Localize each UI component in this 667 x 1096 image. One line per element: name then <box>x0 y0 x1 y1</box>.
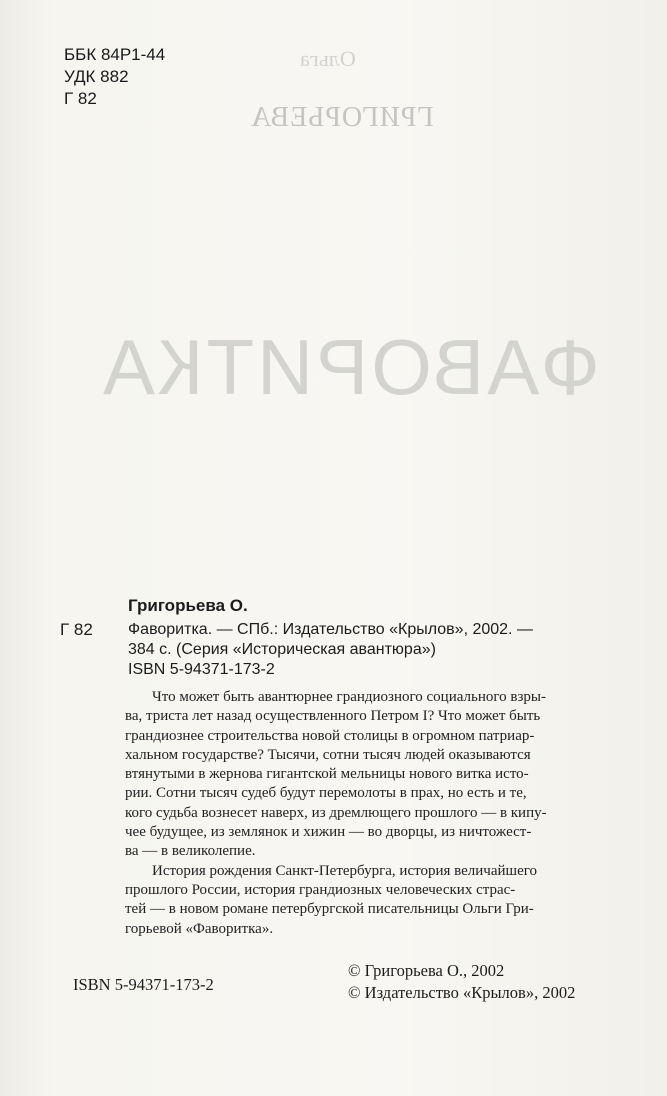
annotation-line: горьевой «Фаворитка». <box>125 920 274 937</box>
annotation-line: История рождения Санкт-Петербурга, история величайшего <box>152 862 538 879</box>
footer-isbn: ISBN 5-94371-173-2 <box>73 975 214 994</box>
annotation-line: хальном государстве? Тысячи, сотни тысяч людей оказываются <box>125 746 531 763</box>
annotation-line: ва — в великолепие. <box>125 843 256 860</box>
record-title-line: Фаворитка. — СПб.: Издательство «Крылов», 2002. — <box>128 621 533 638</box>
author-mark: Г 82 <box>64 89 97 108</box>
record-author: Григорьева О. <box>128 596 248 615</box>
bleed-through-author-last: ГРИГОРЬЕВА <box>250 102 434 133</box>
bbk-code: ББК 84Р1-44 <box>64 45 166 64</box>
record-author-mark: Г 82 <box>60 620 93 639</box>
udk-code: УДК 882 <box>64 67 129 86</box>
record-isbn-line: ISBN 5-94371-173-2 <box>128 661 275 678</box>
copyright-author: © Григорьева О., 2002 <box>348 961 505 980</box>
annotation-line: прошлого России, история грандиозных человеческих страс- <box>125 881 516 898</box>
bleed-through-author-first: Ольга <box>300 46 356 71</box>
annotation-line: рии. Сотни тысяч судеб будут перемолоты в прах, но есть и те, <box>125 785 527 802</box>
copyright-publisher: © Издательство «Крылов», 2002 <box>348 983 576 1002</box>
annotation-line: кого судьба вознесет наверх, из дремлющего прошлого — в кипу- <box>125 804 547 821</box>
annotation-line: Что может быть авантюрнее грандиозного социального взры- <box>152 689 546 705</box>
annotation-line: грандиознее строительства новой столицы в огромном патриар- <box>125 727 535 744</box>
bleed-through-title: ФАВОРИТКА <box>100 323 600 411</box>
record-pages-series-line: 384 с. (Серия «Историческая авантюра») <box>128 641 436 658</box>
copyright-block <box>348 960 575 1004</box>
annotation-text <box>125 688 637 939</box>
annotation-line: втянутыми в жернова гигантской мельницы нового витка исто- <box>125 766 529 783</box>
annotation-line: ва, триста лет назад осуществленного Петром I? Что может быть <box>125 708 541 725</box>
annotation-line: чее будущее, из землянок и хижин — во дворцы, из ничтожест- <box>125 824 532 841</box>
annotation-line: тей — в новом романе петербургской писательницы Ольги Гри- <box>125 901 534 918</box>
classification-block <box>64 44 165 110</box>
